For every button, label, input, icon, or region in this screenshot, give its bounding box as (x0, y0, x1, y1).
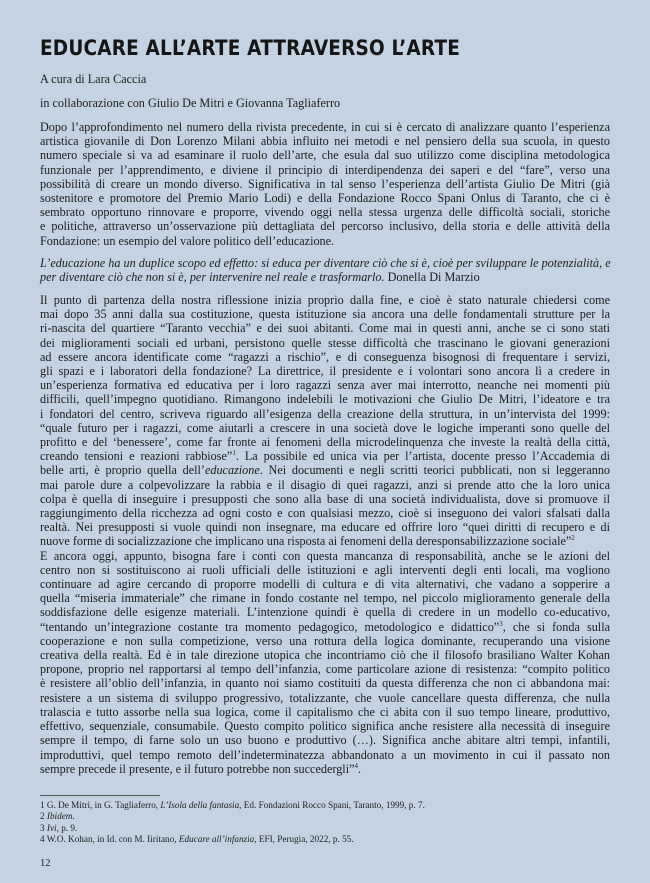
body-text-span: . La possibile ed unica via per l’artista, docente presso l’Accademia di (235, 449, 610, 464)
footnote-text: , EFI, Perugia, 2022, p. 55. (254, 833, 354, 844)
intro-line: Dopo l’approfondimento nel numero della rivista precedente, in cui si è cercato di analizzare quanto l’esperienza (40, 120, 610, 134)
footnote-title: Ibidem (46, 811, 73, 822)
body-line: continuare ad agire cercando di proporre modelli di cultura e di vita alternativi, che vadano a sopperire a (40, 577, 610, 592)
page-number: 12 (40, 858, 51, 869)
body-line: mai parole dure a colpevolizzare la rabbia e il disagio di quei ragazzi, anzi si prende atto che la loro unica (40, 477, 610, 492)
footnote-2 (40, 811, 610, 822)
footnote-text: 4 W.O. Kohan, in Id. con M. Iiritano, (40, 833, 179, 844)
body-text-span: , che si fonda sulla (502, 619, 610, 634)
body-line: cooperazione e non sulla competizione, verso una rottura della logica dominante, recuperando una visione (40, 633, 610, 648)
body-line: gli spazi e i laboratori della fondazione? La direttrice, il presidente e i volontari sono ancora lì a credere in (40, 364, 610, 379)
body-line: difficili, quell’impegno quotidiano. Rimangono indelebili le motivazioni che Giulio De Mitri, l’ideatore e tra (40, 392, 610, 407)
body-line: ri-nascita del quartiere “Taranto vecchia” e dei suoi abitanti. Come mai in questi anni, anche se ci sono stati (40, 321, 610, 336)
body-line: soddisfazione delle esigenze materiali. L’intenzione quindi è quella di credere in un modello co-educativo, (40, 605, 610, 620)
footnote-3 (40, 823, 610, 834)
collaboration-byline: in collaborazione con Giulio De Mitri e Giovanna Tagliaferro (40, 96, 341, 110)
epigraph-quote (40, 256, 610, 284)
quote-line: L’educazione ha un duplice scopo ed effetto: si educa per diventare ciò che si è, cioè per sviluppare le potenzialità, e (40, 256, 611, 270)
intro-line: possibilità di creare un mondo diverso. Significativa in tal senso l’esperienza dell’artista Giulio De Mitri (già (40, 176, 610, 191)
body-text-span: nuove forme di socializzazione che implicano una risposta ai fenomeni della deresponsabilizzazione sociale” (40, 534, 572, 549)
body-line: creativa della realtà. Ed è in tale direzione utopica che incontriamo ciò che il filosofo brasiliano Walter Kohan (40, 648, 610, 663)
footnote-title: L’Isola della fantasia (160, 800, 240, 810)
body-line: E ancora oggi, appunto, bisogna fare i conti con questa mancanza di responsabilità, anche se le azioni del (40, 548, 610, 563)
body-line: improduttivi, quel tempo remoto dell’indeterminatezza abbandonato a un movimento in cui il passato non (40, 747, 610, 762)
footnote-text: 3 (40, 822, 47, 833)
body-text-span: . Nei documenti e negli scritti teorici pubblicati, non si leggeranno (259, 463, 611, 478)
body-text-span: “tentando un’integrazione costante tra momento pedagogico, metodologico e didattico” (40, 619, 500, 634)
footnote-title: Educare all’infanzia (178, 833, 255, 844)
footnote-1 (40, 800, 610, 811)
footnote-divider (40, 795, 160, 796)
body-text-span: . (358, 761, 362, 776)
body-line: centro non si sostituiscono ai ruoli ufficiali delle istituzioni e agli interventi degli enti locali, ma vogliono (40, 562, 610, 577)
intro-line: e politiche, attraverso un’osservazione più dettagliata del percorso inclusivo, della storia e delle attività della (40, 219, 610, 234)
body-line (40, 449, 610, 463)
emphasis-text: educazione (204, 463, 260, 478)
body-line: realtà. Nei presupposti si vuole quindi non insegnare, ma educare ed offrire loro “quei diritti di recupero e di (40, 520, 610, 535)
footnotes (40, 800, 610, 845)
intro-line: artistica giovanile di Don Lorenzo Milani abbia influito nei metodi e nel pensiero della sua scuola, in questo (40, 134, 610, 149)
body-line: un’esperienza formativa ed educativa per i loro ragazzi senza aver mai interrotto, neanche nei momenti più (40, 378, 610, 393)
footnote-ref[interactable]: 4 (354, 761, 358, 770)
quote-author: Donella Di Marzio (384, 270, 480, 285)
body-line (40, 463, 610, 477)
body-line: quella “miseria immateriale” che rimane in fondo costante nel tempo, nel piccolo miglioramento generale della (40, 591, 610, 606)
body-text-span: creando tensioni e reazioni rabbiose” (40, 449, 233, 464)
body-line: sempre il tempo, di farne solo un uso buono e produttivo (…). Significa anche abitare altri tempi, infantili, (40, 733, 610, 748)
intro-paragraph (40, 120, 610, 248)
footnote-ref[interactable]: 1 (232, 449, 236, 458)
intro-line: sostenitore e promotore del Premio Mario Lodi) e della Fondazione Rocco Spani Onlus di Taranto, che ci è (40, 191, 610, 206)
body-line: mai dopo 35 anni dalla sua costituzione, questa istituzione sia ancora una delle fondamentali strutture per la (40, 307, 610, 322)
quote-text: per diventare ciò che non si è, per intervenire nel reale e trasformarlo. (40, 270, 385, 285)
footnote-text: , p. 9. (56, 822, 78, 833)
footnote-4 (40, 834, 610, 845)
body-line: “quale futuro per i ragazzi, come aiutarli a crescere in una società dove le logiche imperanti sono quelle del (40, 420, 610, 435)
body-line: profitto e del ‘benessere’, come far fronte ai fenomeni della microdelinquenza che investe la realtà della città, (40, 435, 610, 450)
footnote-text: 1 G. De Mitri, in G. Tagliaferro, (40, 800, 161, 810)
footnote-text: . (72, 811, 75, 822)
footnote-ref[interactable]: 2 (571, 534, 575, 543)
body-line: effettivo, sequenziale, consumabile. Questo compito politico significa anche resistere alla necessità di inseguire (40, 719, 610, 734)
article-title: EDUCARE ALL’ARTE ATTRAVERSO L’ARTE (40, 36, 461, 61)
intro-line: Fondazione: un esempio del valore politico dell’educazione. (40, 233, 335, 248)
footnote-ref[interactable]: 3 (499, 619, 503, 628)
intro-line: numero speciale si va ad esaminare il ruolo dell’arte, che esula dal suo utilizzo come disciplina metodologica (40, 148, 610, 163)
intro-line: sembrato opportuno rinnovare e proporre, vivendo oggi nella stessa urgenza delle difficoltà sociali, storiche (40, 205, 610, 220)
body-line: resistere a un sistema di sviluppo progressivo, totalizzante, che vuole cancellare questa differenza, che nulla (40, 690, 610, 705)
quote-line-2 (40, 270, 610, 284)
footnote-text: 2 (40, 811, 47, 822)
footnote-text: , Ed. Fondazioni Rocco Spani, Taranto, 1999, p. 7. (239, 800, 425, 810)
body-text-span: belle arti, è proprio quella dell’ (40, 463, 205, 478)
body-line (40, 762, 610, 776)
body-line (40, 620, 610, 634)
editor-byline: A cura di Lara Caccia (40, 72, 147, 86)
body-text (40, 293, 610, 776)
body-text-span: sempre precede il presente, e il futuro potrebbe non succedergli” (40, 761, 355, 776)
body-line: raggiungimento della ricchezza ad ogni costo e con qualsiasi mezzo, cioè si inseguono dei valori sfalsati dalla (40, 506, 610, 521)
footnote-title: Ivi (46, 822, 57, 833)
body-line: propone, proprio nel rapportarsi al tempo dell’infanzia, come particolare azione di resistenza: “compito politico (40, 662, 610, 677)
body-line: è resistere all’oblio dell’infanzia, in quanto noi siamo costituiti da questa differenza che non ci abbandona mai: (40, 676, 610, 691)
body-line: colpa è quella di inseguire i presupposti che sono alla base di una società individualista, dove si promuove il (40, 491, 610, 506)
body-line: dei miglioramenti sociali ed urbani, persistono quelle stesse difficoltà che trascinano le giovani generazioni (40, 335, 610, 350)
body-line: ad essere ancora identificate come “ragazzi a rischio”, e di conseguenza bisognosi di frequentare i servizi, (40, 349, 610, 364)
body-line: i fondatori del centro, scriveva riguardo all’esigenza della creazione della struttura, in un’intervista del 1999: (40, 406, 610, 421)
body-line: tralascia e tutto assorbe nella sua logica, come il capitalismo che ci abita con il suo tempo lineare, produttivo, (40, 704, 610, 719)
intro-line: funzionale per l’apprendimento, e diviene il principio di interdipendenza dei saperi e del “fare”, verso una (40, 162, 610, 177)
body-line (40, 534, 610, 548)
body-line: Il punto di partenza della nostra riflessione inizia proprio dalla fine, e cioè è stato naturale chiedersi come (40, 293, 610, 307)
